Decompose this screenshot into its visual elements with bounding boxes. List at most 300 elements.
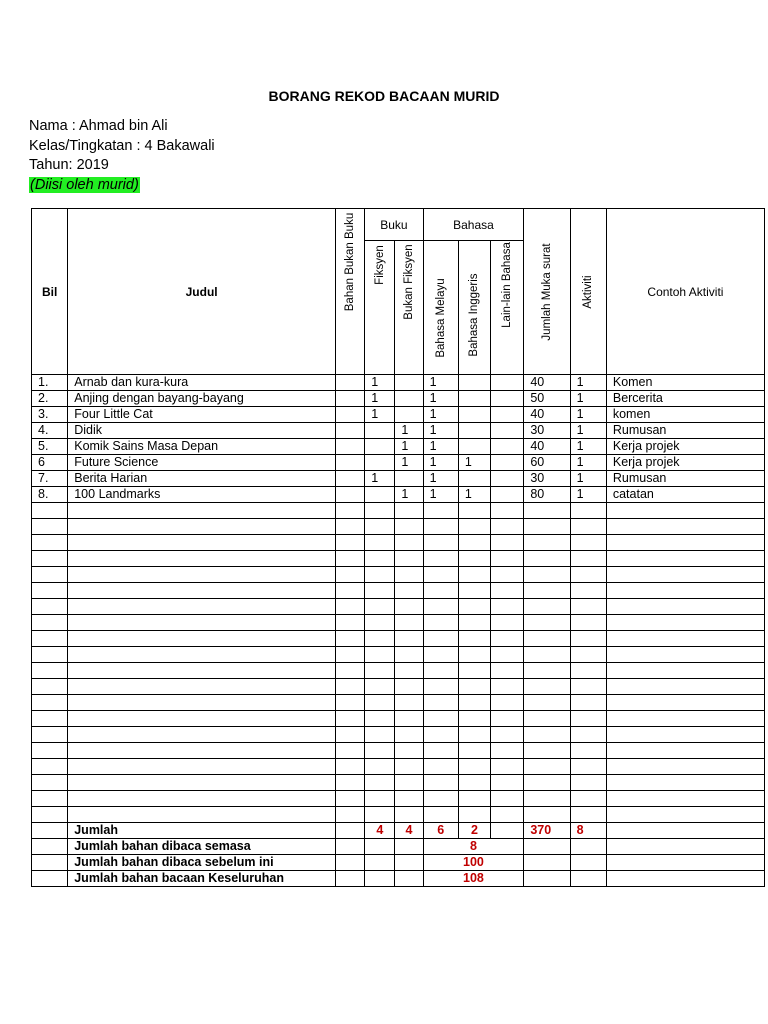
header-lain-lain-bahasa: Lain-lain Bahasa <box>491 241 524 375</box>
empty-cell <box>524 631 570 647</box>
cell-lain-lain-bahasa <box>491 375 524 391</box>
cell-fiksyen <box>365 487 395 503</box>
empty-cell <box>32 775 68 791</box>
cell-bahasa-inggeris: 1 <box>458 455 490 471</box>
cell-judul: Four Little Cat <box>68 407 336 423</box>
cell-bil: 7. <box>32 471 68 487</box>
empty-cell <box>395 663 423 679</box>
cell-bukan-fiksyen <box>395 391 423 407</box>
empty-row <box>32 695 765 711</box>
empty-cell <box>395 695 423 711</box>
empty-cell <box>524 519 570 535</box>
empty-cell <box>570 599 606 615</box>
summary-value: 8 <box>423 839 524 855</box>
cell-bahan-bukan-buku <box>336 487 365 503</box>
empty-cell <box>606 519 764 535</box>
empty-cell <box>570 551 606 567</box>
empty-cell <box>524 583 570 599</box>
empty-cell <box>423 775 458 791</box>
empty-cell <box>336 599 365 615</box>
header-bahasa-melayu: Bahasa Melayu <box>423 241 458 375</box>
empty-cell <box>68 583 336 599</box>
cell-aktiviti: 1 <box>570 423 606 439</box>
empty-cell <box>365 503 395 519</box>
empty-cell <box>491 599 524 615</box>
fill-note: (Diisi oleh murid) <box>30 177 139 193</box>
table-row <box>32 423 765 439</box>
empty-cell <box>395 583 423 599</box>
empty-cell <box>365 631 395 647</box>
empty-cell <box>68 503 336 519</box>
cell-bahasa-inggeris <box>458 375 490 391</box>
cell-contoh-aktiviti: catatan <box>606 487 764 503</box>
empty-cell <box>458 695 490 711</box>
empty-cell <box>606 807 764 823</box>
cell-lain-lain-bahasa <box>491 455 524 471</box>
empty-cell <box>32 871 68 887</box>
empty-cell <box>606 599 764 615</box>
empty-cell <box>336 631 365 647</box>
empty-cell <box>570 759 606 775</box>
empty-cell <box>606 759 764 775</box>
empty-cell <box>491 551 524 567</box>
empty-row <box>32 583 765 599</box>
empty-cell <box>32 535 68 551</box>
empty-cell <box>606 743 764 759</box>
empty-cell <box>570 663 606 679</box>
empty-cell <box>458 535 490 551</box>
empty-cell <box>423 551 458 567</box>
empty-cell <box>68 647 336 663</box>
header-bahasa-inggeris: Bahasa Inggeris <box>458 241 490 375</box>
empty-row <box>32 663 765 679</box>
empty-cell <box>395 567 423 583</box>
cell-aktiviti: 1 <box>570 439 606 455</box>
empty-cell <box>458 615 490 631</box>
cell-bahan-bukan-buku <box>336 439 365 455</box>
empty-cell <box>336 519 365 535</box>
empty-cell <box>68 551 336 567</box>
cell-bahasa-melayu: 1 <box>423 455 458 471</box>
empty-cell <box>395 615 423 631</box>
empty-cell <box>32 823 68 839</box>
empty-cell <box>365 583 395 599</box>
empty-cell <box>423 663 458 679</box>
empty-cell <box>336 727 365 743</box>
summary-row <box>32 855 765 871</box>
empty-cell <box>524 615 570 631</box>
empty-cell <box>491 695 524 711</box>
empty-cell <box>336 615 365 631</box>
cell-bukan-fiksyen: 1 <box>395 439 423 455</box>
cell-aktiviti: 1 <box>570 391 606 407</box>
empty-cell <box>336 695 365 711</box>
empty-cell <box>336 551 365 567</box>
cell-aktiviti: 1 <box>570 407 606 423</box>
empty-cell <box>336 871 365 887</box>
cell-contoh-aktiviti: Kerja projek <box>606 439 764 455</box>
empty-cell <box>524 663 570 679</box>
cell-bahasa-inggeris <box>458 391 490 407</box>
empty-cell <box>32 599 68 615</box>
empty-cell <box>606 583 764 599</box>
cell-fiksyen <box>365 423 395 439</box>
empty-cell <box>423 791 458 807</box>
cell-bahasa-inggeris <box>458 471 490 487</box>
empty-cell <box>68 599 336 615</box>
empty-cell <box>570 711 606 727</box>
empty-row <box>32 807 765 823</box>
cell-bahasa-melayu: 1 <box>423 391 458 407</box>
empty-cell <box>491 583 524 599</box>
cell-fiksyen: 1 <box>365 375 395 391</box>
cell-bahan-bukan-buku <box>336 391 365 407</box>
empty-cell <box>32 567 68 583</box>
empty-cell <box>68 519 336 535</box>
empty-cell <box>395 647 423 663</box>
empty-cell <box>336 567 365 583</box>
cell-bukan-fiksyen <box>395 407 423 423</box>
empty-cell <box>32 791 68 807</box>
empty-cell <box>336 583 365 599</box>
empty-cell <box>336 759 365 775</box>
empty-cell <box>570 727 606 743</box>
cell-judul: 100 Landmarks <box>68 487 336 503</box>
header-aktiviti: Aktiviti <box>570 209 606 375</box>
empty-cell <box>32 615 68 631</box>
year: Tahun: 2019 <box>29 157 109 173</box>
cell-jumlah-muka-surat: 40 <box>524 407 570 423</box>
empty-cell <box>458 519 490 535</box>
table-row <box>32 439 765 455</box>
empty-cell <box>491 807 524 823</box>
student-class: Kelas/Tingkatan : 4 Bakawali <box>29 138 215 154</box>
empty-cell <box>32 759 68 775</box>
cell-bahan-bukan-buku <box>336 407 365 423</box>
summary-label: Jumlah bahan dibaca sebelum ini <box>68 855 336 871</box>
empty-cell <box>68 807 336 823</box>
empty-cell <box>606 535 764 551</box>
empty-cell <box>570 791 606 807</box>
empty-cell <box>395 727 423 743</box>
empty-cell <box>423 567 458 583</box>
table-row <box>32 407 765 423</box>
empty-cell <box>570 839 606 855</box>
empty-cell <box>606 631 764 647</box>
empty-row <box>32 775 765 791</box>
table-row <box>32 471 765 487</box>
empty-cell <box>32 695 68 711</box>
empty-cell <box>68 775 336 791</box>
empty-cell <box>336 535 365 551</box>
empty-row <box>32 535 765 551</box>
cell-bahan-bukan-buku <box>336 455 365 471</box>
empty-cell <box>491 759 524 775</box>
empty-cell <box>32 647 68 663</box>
empty-cell <box>458 759 490 775</box>
cell-bahasa-melayu: 1 <box>423 375 458 391</box>
empty-cell <box>606 839 764 855</box>
cell-aktiviti: 1 <box>570 375 606 391</box>
empty-cell <box>423 727 458 743</box>
form-title: BORANG REKOD BACAAN MURID <box>268 88 500 104</box>
cell-judul: Berita Harian <box>68 471 336 487</box>
empty-cell <box>458 631 490 647</box>
empty-cell <box>365 839 395 855</box>
empty-cell <box>336 647 365 663</box>
empty-cell <box>606 663 764 679</box>
empty-cell <box>68 695 336 711</box>
empty-cell <box>524 503 570 519</box>
empty-cell <box>423 599 458 615</box>
empty-cell <box>491 615 524 631</box>
empty-cell <box>423 583 458 599</box>
header-bahasa: Bahasa <box>423 209 524 241</box>
empty-cell <box>32 855 68 871</box>
cell-aktiviti: 1 <box>570 487 606 503</box>
cell-bil: 3. <box>32 407 68 423</box>
empty-cell <box>570 519 606 535</box>
empty-cell <box>395 679 423 695</box>
empty-row <box>32 519 765 535</box>
cell-jumlah-muka-surat: 40 <box>524 439 570 455</box>
empty-cell <box>365 519 395 535</box>
cell-fiksyen: 1 <box>365 407 395 423</box>
cell-bahasa-melayu: 1 <box>423 439 458 455</box>
empty-cell <box>32 519 68 535</box>
empty-cell <box>570 615 606 631</box>
empty-row <box>32 631 765 647</box>
summary-row <box>32 871 765 887</box>
empty-cell <box>524 679 570 695</box>
empty-cell <box>336 823 365 839</box>
header-jumlah-muka-surat: Jumlah Muka surat <box>524 209 570 375</box>
empty-cell <box>68 727 336 743</box>
empty-cell <box>423 647 458 663</box>
header-judul: Judul <box>68 209 336 375</box>
empty-cell <box>365 535 395 551</box>
empty-row <box>32 679 765 695</box>
empty-cell <box>606 823 764 839</box>
empty-cell <box>524 695 570 711</box>
empty-cell <box>524 775 570 791</box>
cell-judul: Komik Sains Masa Depan <box>68 439 336 455</box>
empty-cell <box>395 519 423 535</box>
empty-cell <box>570 647 606 663</box>
cell-jumlah-muka-surat: 30 <box>524 423 570 439</box>
empty-cell <box>524 551 570 567</box>
empty-cell <box>570 743 606 759</box>
cell-lain-lain-bahasa <box>491 471 524 487</box>
summary-label: Jumlah bahan bacaan Keseluruhan <box>68 871 336 887</box>
empty-cell <box>336 679 365 695</box>
table-row <box>32 487 765 503</box>
cell-lain-lain-bahasa <box>491 407 524 423</box>
cell-bahan-bukan-buku <box>336 423 365 439</box>
empty-cell <box>606 615 764 631</box>
empty-cell <box>491 823 524 839</box>
empty-cell <box>606 551 764 567</box>
header-buku: Buku <box>365 209 423 241</box>
cell-contoh-aktiviti: Bercerita <box>606 391 764 407</box>
empty-cell <box>491 727 524 743</box>
empty-cell <box>365 695 395 711</box>
cell-lain-lain-bahasa <box>491 487 524 503</box>
empty-cell <box>458 567 490 583</box>
cell-jumlah-muka-surat: 60 <box>524 455 570 471</box>
empty-cell <box>365 759 395 775</box>
empty-cell <box>68 743 336 759</box>
empty-cell <box>491 663 524 679</box>
empty-cell <box>458 679 490 695</box>
empty-row <box>32 599 765 615</box>
total-bukan-fiksyen: 4 <box>395 823 423 839</box>
empty-cell <box>524 855 570 871</box>
cell-fiksyen: 1 <box>365 471 395 487</box>
empty-cell <box>570 871 606 887</box>
empty-cell <box>606 679 764 695</box>
empty-cell <box>570 855 606 871</box>
cell-jumlah-muka-surat: 40 <box>524 375 570 391</box>
cell-bahasa-melayu: 1 <box>423 487 458 503</box>
jumlah-row <box>32 823 765 839</box>
empty-cell <box>365 551 395 567</box>
empty-cell <box>524 791 570 807</box>
empty-cell <box>395 551 423 567</box>
empty-cell <box>458 711 490 727</box>
total-fiksyen: 4 <box>365 823 395 839</box>
empty-cell <box>32 839 68 855</box>
empty-cell <box>458 583 490 599</box>
cell-bil: 5. <box>32 439 68 455</box>
empty-cell <box>606 727 764 743</box>
reading-record-table <box>31 208 765 887</box>
empty-cell <box>395 711 423 727</box>
summary-row <box>32 839 765 855</box>
cell-fiksyen: 1 <box>365 391 395 407</box>
empty-cell <box>395 791 423 807</box>
cell-bahan-bukan-buku <box>336 375 365 391</box>
empty-cell <box>524 647 570 663</box>
empty-row <box>32 615 765 631</box>
cell-lain-lain-bahasa <box>491 439 524 455</box>
empty-cell <box>336 791 365 807</box>
total-bahasa-inggeris: 2 <box>458 823 490 839</box>
empty-cell <box>524 727 570 743</box>
empty-cell <box>395 871 423 887</box>
empty-cell <box>68 535 336 551</box>
cell-contoh-aktiviti: Rumusan <box>606 471 764 487</box>
empty-cell <box>336 711 365 727</box>
empty-cell <box>395 535 423 551</box>
empty-cell <box>336 663 365 679</box>
empty-cell <box>570 631 606 647</box>
cell-contoh-aktiviti: Rumusan <box>606 423 764 439</box>
cell-lain-lain-bahasa <box>491 423 524 439</box>
cell-judul: Didik <box>68 423 336 439</box>
empty-cell <box>365 615 395 631</box>
empty-cell <box>570 583 606 599</box>
empty-cell <box>336 743 365 759</box>
empty-cell <box>32 583 68 599</box>
empty-cell <box>68 679 336 695</box>
cell-bukan-fiksyen <box>395 375 423 391</box>
empty-cell <box>365 871 395 887</box>
empty-cell <box>423 743 458 759</box>
empty-cell <box>606 503 764 519</box>
jumlah-label: Jumlah <box>68 823 336 839</box>
empty-cell <box>491 519 524 535</box>
empty-cell <box>365 711 395 727</box>
empty-cell <box>491 647 524 663</box>
cell-jumlah-muka-surat: 30 <box>524 471 570 487</box>
summary-value: 100 <box>423 855 524 871</box>
empty-cell <box>395 599 423 615</box>
empty-cell <box>365 727 395 743</box>
empty-cell <box>458 727 490 743</box>
empty-cell <box>570 503 606 519</box>
empty-cell <box>365 775 395 791</box>
empty-cell <box>68 663 336 679</box>
empty-cell <box>365 743 395 759</box>
table-row <box>32 455 765 471</box>
empty-cell <box>524 839 570 855</box>
cell-bahasa-inggeris <box>458 407 490 423</box>
empty-cell <box>606 711 764 727</box>
empty-cell <box>336 855 365 871</box>
empty-cell <box>365 807 395 823</box>
table-row <box>32 391 765 407</box>
empty-cell <box>423 807 458 823</box>
empty-cell <box>423 679 458 695</box>
cell-bukan-fiksyen: 1 <box>395 455 423 471</box>
total-aktiviti: 8 <box>570 823 606 839</box>
cell-bahasa-inggeris: 1 <box>458 487 490 503</box>
empty-cell <box>458 503 490 519</box>
cell-bil: 4. <box>32 423 68 439</box>
empty-cell <box>491 535 524 551</box>
empty-cell <box>458 599 490 615</box>
empty-cell <box>458 775 490 791</box>
summary-label: Jumlah bahan dibaca semasa <box>68 839 336 855</box>
empty-cell <box>491 791 524 807</box>
empty-cell <box>336 775 365 791</box>
empty-cell <box>458 551 490 567</box>
table-row <box>32 375 765 391</box>
student-name: Nama : Ahmad bin Ali <box>29 118 168 134</box>
empty-cell <box>395 855 423 871</box>
empty-row <box>32 567 765 583</box>
empty-cell <box>606 567 764 583</box>
empty-cell <box>524 871 570 887</box>
header-fiksyen: Fiksyen <box>365 241 395 375</box>
empty-cell <box>570 807 606 823</box>
cell-bukan-fiksyen <box>395 471 423 487</box>
empty-cell <box>524 759 570 775</box>
cell-fiksyen <box>365 439 395 455</box>
empty-cell <box>32 551 68 567</box>
empty-cell <box>524 535 570 551</box>
empty-cell <box>491 503 524 519</box>
empty-cell <box>32 679 68 695</box>
cell-bil: 2. <box>32 391 68 407</box>
empty-cell <box>68 567 336 583</box>
empty-row <box>32 503 765 519</box>
empty-cell <box>458 743 490 759</box>
empty-cell <box>606 647 764 663</box>
header-bukan-fiksyen: Bukan Fiksyen <box>395 241 423 375</box>
cell-contoh-aktiviti: komen <box>606 407 764 423</box>
